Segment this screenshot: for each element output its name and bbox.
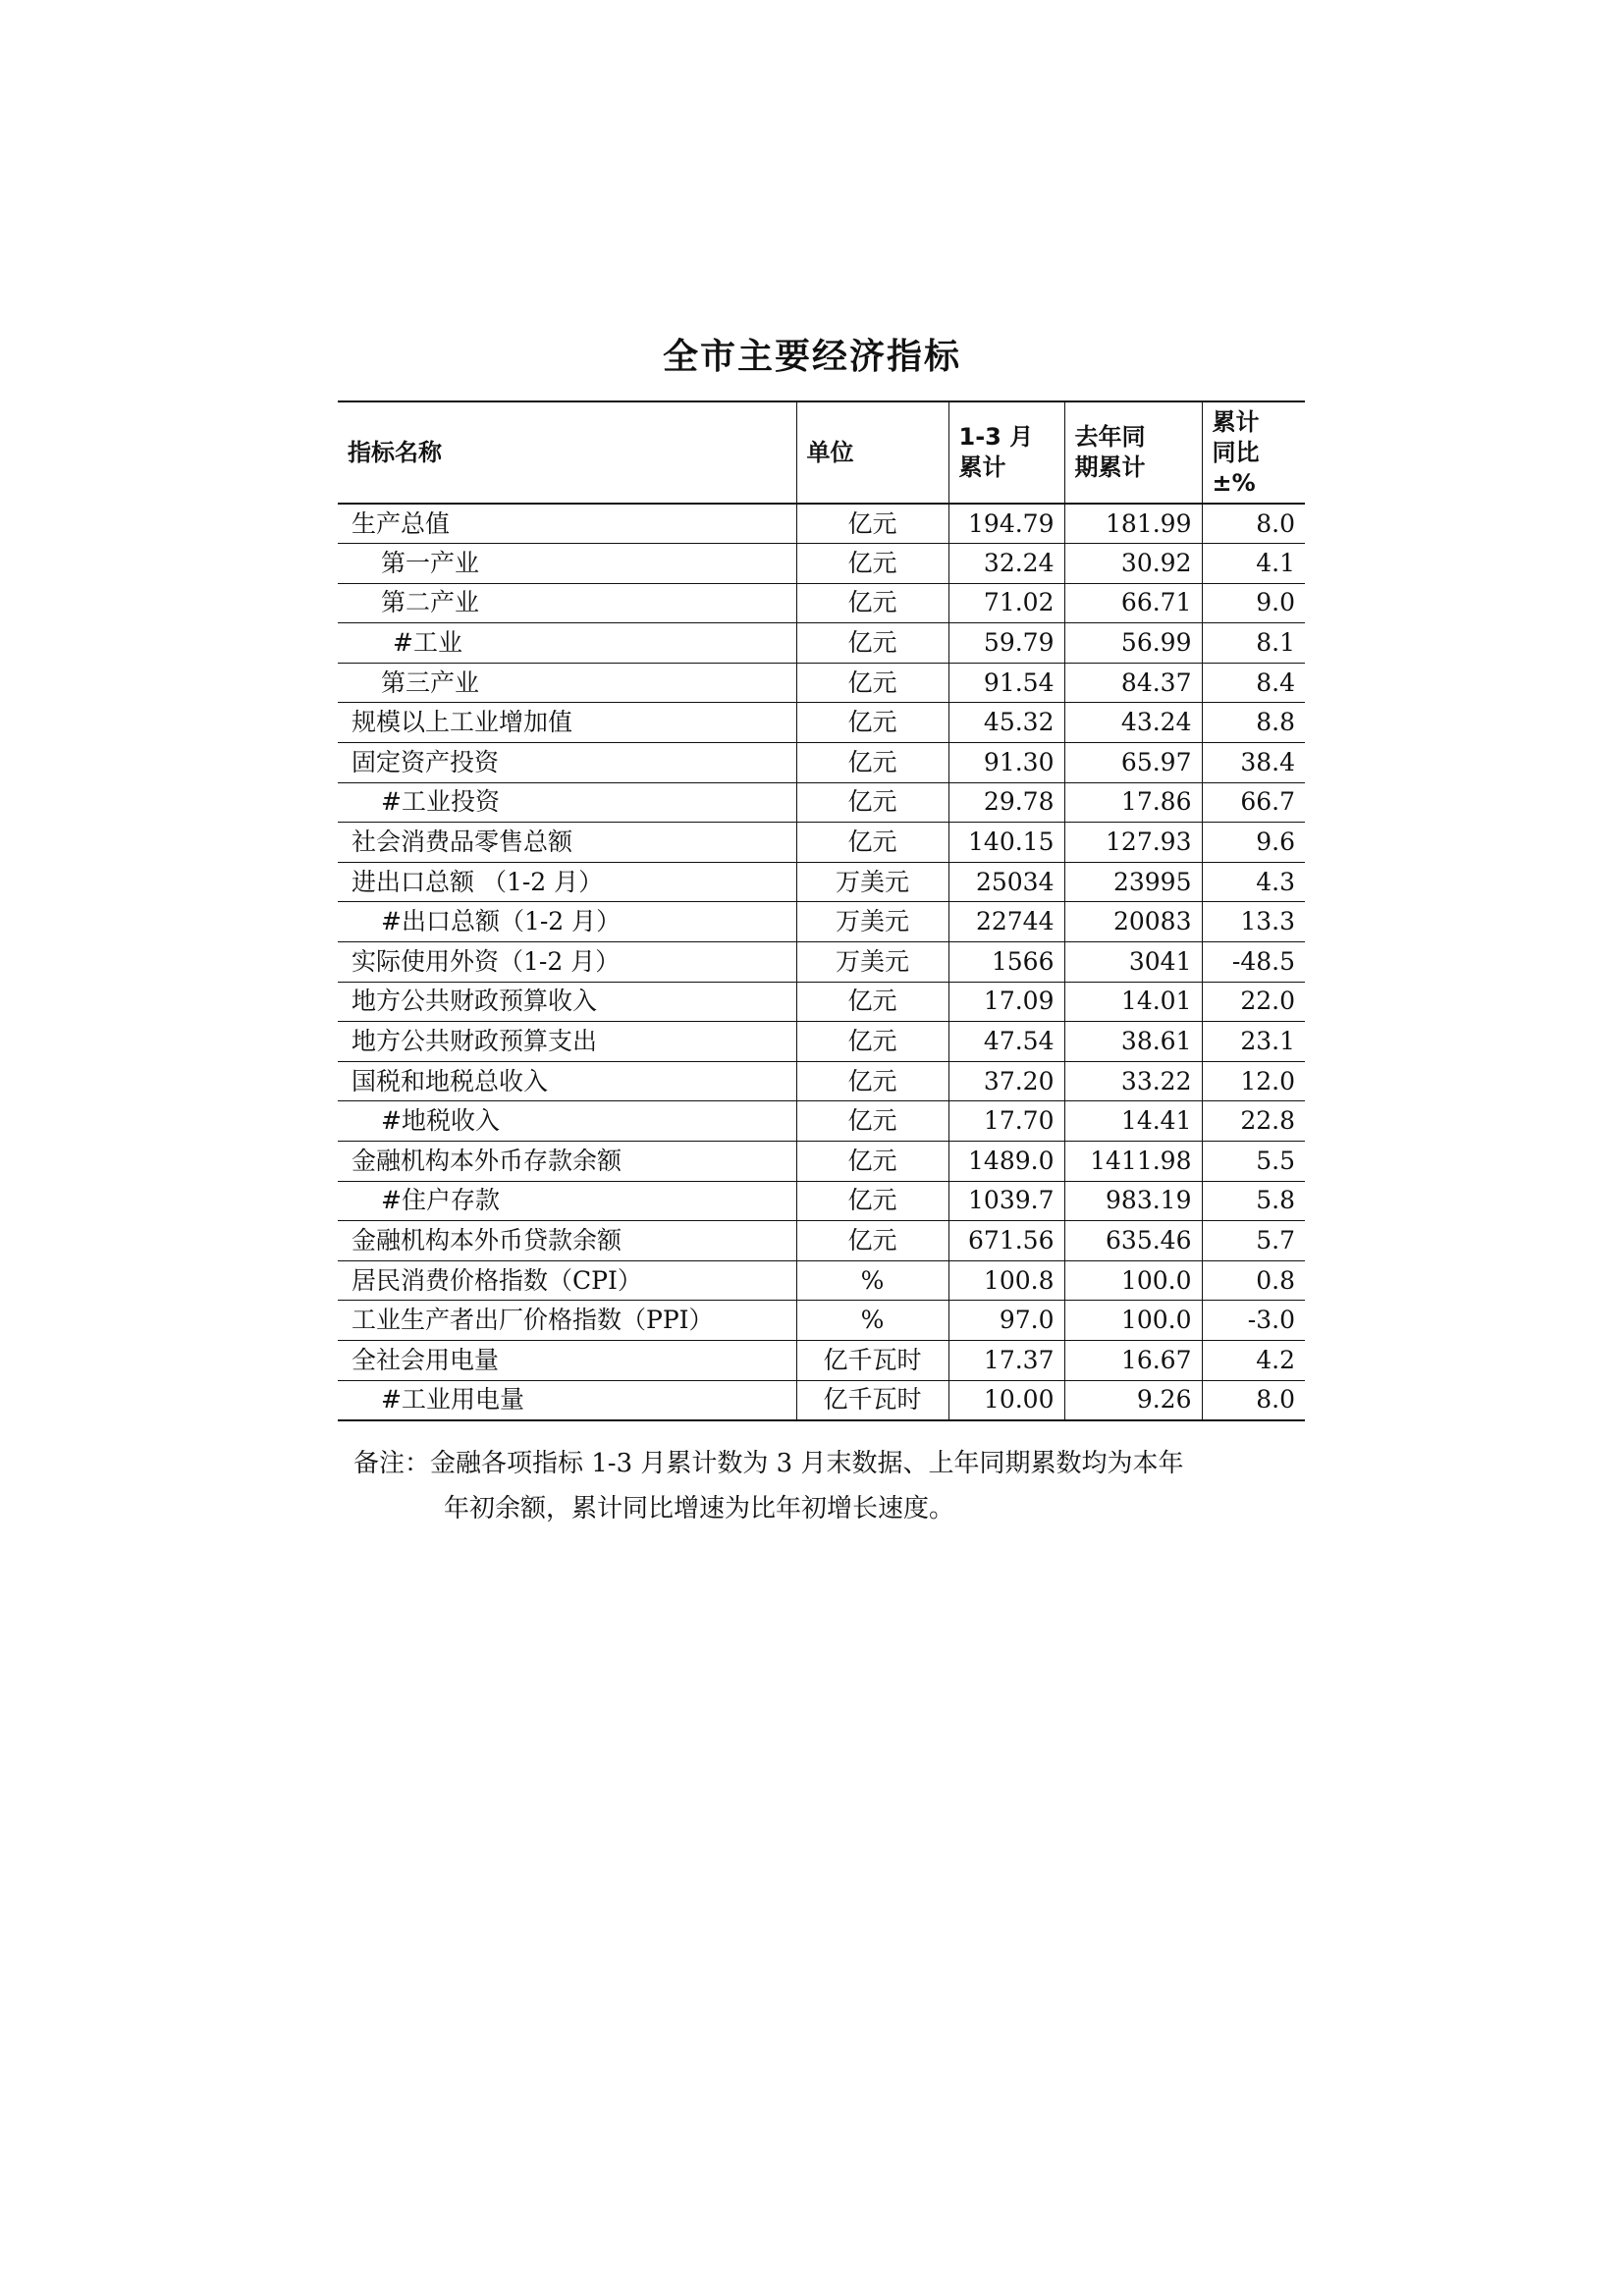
table-header-row (338, 401, 1305, 504)
row-prev: 30.92 (1064, 544, 1202, 584)
table-row (338, 1340, 1305, 1380)
row-unit: % (796, 1260, 948, 1301)
row-current: 140.15 (948, 823, 1064, 863)
table-row (338, 982, 1305, 1022)
row-current: 22744 (948, 902, 1064, 942)
row-current: 17.70 (948, 1101, 1064, 1142)
row-yoy: 9.0 (1202, 583, 1305, 623)
row-prev: 635.46 (1064, 1221, 1202, 1261)
row-name: 进出口总额 （1-2 月） (338, 862, 796, 902)
table-row (338, 1301, 1305, 1341)
row-yoy: 22.0 (1202, 982, 1305, 1022)
row-yoy: 38.4 (1202, 743, 1305, 783)
row-prev: 14.41 (1064, 1101, 1202, 1142)
row-prev: 983.19 (1064, 1181, 1202, 1221)
row-yoy: 23.1 (1202, 1022, 1305, 1062)
table-row (338, 1260, 1305, 1301)
row-name: 固定资产投资 (338, 743, 796, 783)
row-current: 29.78 (948, 782, 1064, 823)
row-unit: 亿元 (796, 1022, 948, 1062)
row-current: 194.79 (948, 504, 1064, 544)
row-name: 第三产业 (338, 663, 796, 703)
row-current: 1489.0 (948, 1142, 1064, 1182)
row-current: 91.30 (948, 743, 1064, 783)
row-yoy: 13.3 (1202, 902, 1305, 942)
row-unit: 亿元 (796, 1181, 948, 1221)
row-name: #地税收入 (338, 1101, 796, 1142)
row-yoy: 22.8 (1202, 1101, 1305, 1142)
row-name: #工业 (338, 623, 796, 664)
row-prev: 65.97 (1064, 743, 1202, 783)
footnote-line-2: 年初余额，累计同比增速为比年初增长速度。 (444, 1494, 955, 1523)
row-name: 生产总值 (338, 504, 796, 544)
row-yoy: 8.4 (1202, 663, 1305, 703)
row-current: 1566 (948, 942, 1064, 983)
row-name: 地方公共财政预算支出 (338, 1022, 796, 1062)
table-row (338, 782, 1305, 823)
row-current: 91.54 (948, 663, 1064, 703)
table-row (338, 862, 1305, 902)
row-yoy: 9.6 (1202, 823, 1305, 863)
row-prev: 14.01 (1064, 982, 1202, 1022)
row-current: 671.56 (948, 1221, 1064, 1261)
row-unit: % (796, 1301, 948, 1341)
footnote-line-1: 备注：金融各项指标 1-3 月累计数为 3 月末数据、上年同期累数均为本年 (353, 1449, 1184, 1478)
row-yoy: 4.1 (1202, 544, 1305, 584)
table-row (338, 743, 1305, 783)
row-unit: 亿元 (796, 663, 948, 703)
row-current: 37.20 (948, 1061, 1064, 1101)
row-unit: 亿元 (796, 623, 948, 664)
row-unit: 亿元 (796, 743, 948, 783)
row-yoy: -48.5 (1202, 942, 1305, 983)
row-name: 实际使用外资（1-2 月） (338, 942, 796, 983)
row-yoy: 4.3 (1202, 862, 1305, 902)
row-current: 32.24 (948, 544, 1064, 584)
row-current: 1039.7 (948, 1181, 1064, 1221)
row-name: 工业生产者出厂价格指数（PPI） (338, 1301, 796, 1341)
row-yoy: 8.0 (1202, 1380, 1305, 1420)
row-name: 金融机构本外币存款余额 (338, 1142, 796, 1182)
row-unit: 亿元 (796, 823, 948, 863)
row-unit: 亿元 (796, 583, 948, 623)
indicators-table (338, 400, 1305, 1421)
footnote (353, 1441, 1296, 1531)
row-yoy: 8.0 (1202, 504, 1305, 544)
row-current: 71.02 (948, 583, 1064, 623)
table-row (338, 1101, 1305, 1142)
table-row (338, 703, 1305, 743)
table-row (338, 583, 1305, 623)
row-prev: 9.26 (1064, 1380, 1202, 1420)
row-current: 17.37 (948, 1340, 1064, 1380)
row-name: 全社会用电量 (338, 1340, 796, 1380)
table-row (338, 823, 1305, 863)
row-name: 居民消费价格指数（CPI） (338, 1260, 796, 1301)
row-unit: 亿元 (796, 982, 948, 1022)
row-unit: 亿千瓦时 (796, 1380, 948, 1420)
table-row (338, 1380, 1305, 1420)
row-prev: 84.37 (1064, 663, 1202, 703)
row-unit: 亿元 (796, 1221, 948, 1261)
row-prev: 17.86 (1064, 782, 1202, 823)
header-indicator-name: 指标名称 (338, 401, 796, 504)
table-row (338, 544, 1305, 584)
row-current: 10.00 (948, 1380, 1064, 1420)
row-prev: 20083 (1064, 902, 1202, 942)
table-row (338, 504, 1305, 544)
header-prev-year-cumulative: 去年同 期累计 (1064, 401, 1202, 504)
header-unit: 单位 (796, 401, 948, 504)
table-row (338, 1181, 1305, 1221)
row-current: 25034 (948, 862, 1064, 902)
table-row (338, 663, 1305, 703)
row-unit: 亿元 (796, 1061, 948, 1101)
row-unit: 亿元 (796, 1101, 948, 1142)
row-yoy: -3.0 (1202, 1301, 1305, 1341)
row-yoy: 66.7 (1202, 782, 1305, 823)
row-name: 社会消费品零售总额 (338, 823, 796, 863)
table-row (338, 623, 1305, 664)
row-yoy: 5.8 (1202, 1181, 1305, 1221)
row-unit: 亿元 (796, 544, 948, 584)
row-prev: 33.22 (1064, 1061, 1202, 1101)
table-row (338, 1061, 1305, 1101)
row-prev: 100.0 (1064, 1260, 1202, 1301)
row-current: 45.32 (948, 703, 1064, 743)
row-name: #住户存款 (338, 1181, 796, 1221)
table-row (338, 942, 1305, 983)
row-yoy: 8.1 (1202, 623, 1305, 664)
table-row (338, 1022, 1305, 1062)
table-row (338, 1142, 1305, 1182)
row-current: 59.79 (948, 623, 1064, 664)
row-yoy: 0.8 (1202, 1260, 1305, 1301)
row-yoy: 5.5 (1202, 1142, 1305, 1182)
row-yoy: 4.2 (1202, 1340, 1305, 1380)
row-current: 47.54 (948, 1022, 1064, 1062)
row-unit: 亿元 (796, 782, 948, 823)
row-name: #出口总额（1-2 月） (338, 902, 796, 942)
row-name: #工业投资 (338, 782, 796, 823)
row-unit: 亿元 (796, 1142, 948, 1182)
row-name: 金融机构本外币贷款余额 (338, 1221, 796, 1261)
header-yoy-change: 累计 同比 ±% (1202, 401, 1305, 504)
row-current: 97.0 (948, 1301, 1064, 1341)
row-prev: 43.24 (1064, 703, 1202, 743)
row-prev: 38.61 (1064, 1022, 1202, 1062)
header-current-cumulative: 1-3 月 累计 (948, 401, 1064, 504)
row-unit: 亿千瓦时 (796, 1340, 948, 1380)
row-yoy: 12.0 (1202, 1061, 1305, 1101)
table-row (338, 1221, 1305, 1261)
row-unit: 万美元 (796, 862, 948, 902)
row-prev: 100.0 (1064, 1301, 1202, 1341)
row-prev: 66.71 (1064, 583, 1202, 623)
row-yoy: 5.7 (1202, 1221, 1305, 1261)
page-title: 全市主要经济指标 (662, 337, 961, 377)
row-current: 100.8 (948, 1260, 1064, 1301)
row-prev: 3041 (1064, 942, 1202, 983)
row-current: 17.09 (948, 982, 1064, 1022)
row-name: #工业用电量 (338, 1380, 796, 1420)
row-prev: 127.93 (1064, 823, 1202, 863)
row-prev: 56.99 (1064, 623, 1202, 664)
row-prev: 16.67 (1064, 1340, 1202, 1380)
row-unit: 万美元 (796, 902, 948, 942)
row-name: 地方公共财政预算收入 (338, 982, 796, 1022)
row-prev: 23995 (1064, 862, 1202, 902)
row-name: 第一产业 (338, 544, 796, 584)
row-unit: 万美元 (796, 942, 948, 983)
row-name: 规模以上工业增加值 (338, 703, 796, 743)
row-unit: 亿元 (796, 703, 948, 743)
row-unit: 亿元 (796, 504, 948, 544)
table-row (338, 902, 1305, 942)
row-name: 国税和地税总收入 (338, 1061, 796, 1101)
row-name: 第二产业 (338, 583, 796, 623)
row-yoy: 8.8 (1202, 703, 1305, 743)
row-prev: 1411.98 (1064, 1142, 1202, 1182)
row-prev: 181.99 (1064, 504, 1202, 544)
